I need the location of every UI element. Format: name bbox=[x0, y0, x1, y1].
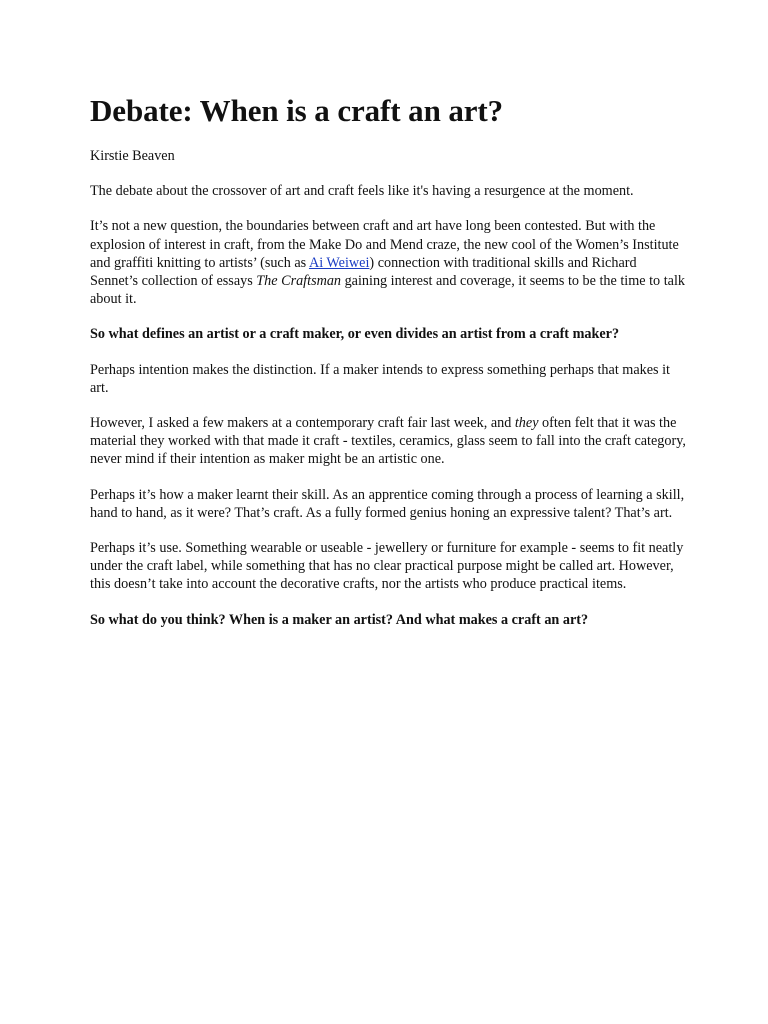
author-name: Kirstie Beaven bbox=[90, 148, 175, 164]
ai-weiwei-link[interactable]: Ai Weiwei bbox=[308, 254, 370, 271]
book-title-the-craftsman: The Craftsman bbox=[256, 273, 342, 290]
paragraph-context bbox=[90, 217, 686, 308]
paragraph-material-text-b: often felt that it was the material they worked with that made it craft - textiles, ceramics, glass seem to fall into the craft category, never mind if their intention as maker might be an artistic one. bbox=[90, 415, 686, 468]
paragraph-material-text-a: However, I asked a few makers at a contemporary craft fair last week, and bbox=[90, 415, 515, 432]
question-closing: So what do you think? When is a maker an artist? And what makes a craft an art? bbox=[90, 611, 589, 628]
paragraph-context-text-a: It’s not a new question, the boundaries between craft and art have long been contested. But with the explosion of interest in craft, from the Make Do and Mend craze, the new cool of the Women’s Institute and graffiti knitting to artists’ (such as bbox=[90, 218, 679, 271]
article-title: Debate: When is a craft an art? bbox=[90, 93, 504, 128]
document-page bbox=[90, 93, 686, 646]
paragraph-context-text-b: ) connection with traditional skills and Richard Sennet’s collection of essays bbox=[90, 254, 637, 290]
emphasis-they: they bbox=[514, 415, 539, 432]
paragraph-skill: Perhaps it’s how a maker learnt their skill. As an apprentice coming through a process of learning a skill, hand to hand, as it were? That’s craft. As a fully formed genius honing an expressive talent? That’s art. bbox=[90, 486, 685, 521]
paragraph-material bbox=[90, 414, 686, 469]
question-defines-artist: So what defines an artist or a craft maker, or even divides an artist from a craft maker? bbox=[90, 326, 620, 343]
paragraph-use: Perhaps it’s use. Something wearable or useable - jewellery or furniture for example - seems to fit neatly under the craft label, while something that has no clear practical purpose might be called art. However, this doesn’t take into account the decorative crafts, nor the artists who produce practical items. bbox=[90, 540, 684, 593]
paragraph-intro: The debate about the crossover of art and craft feels like it's having a resurgence at the moment. bbox=[90, 183, 634, 200]
paragraph-intention: Perhaps intention makes the distinction. If a maker intends to express something perhaps that makes it art. bbox=[90, 361, 670, 396]
paragraph-context-text-c: gaining interest and coverage, it seems to be the time to talk about it. bbox=[90, 273, 685, 308]
